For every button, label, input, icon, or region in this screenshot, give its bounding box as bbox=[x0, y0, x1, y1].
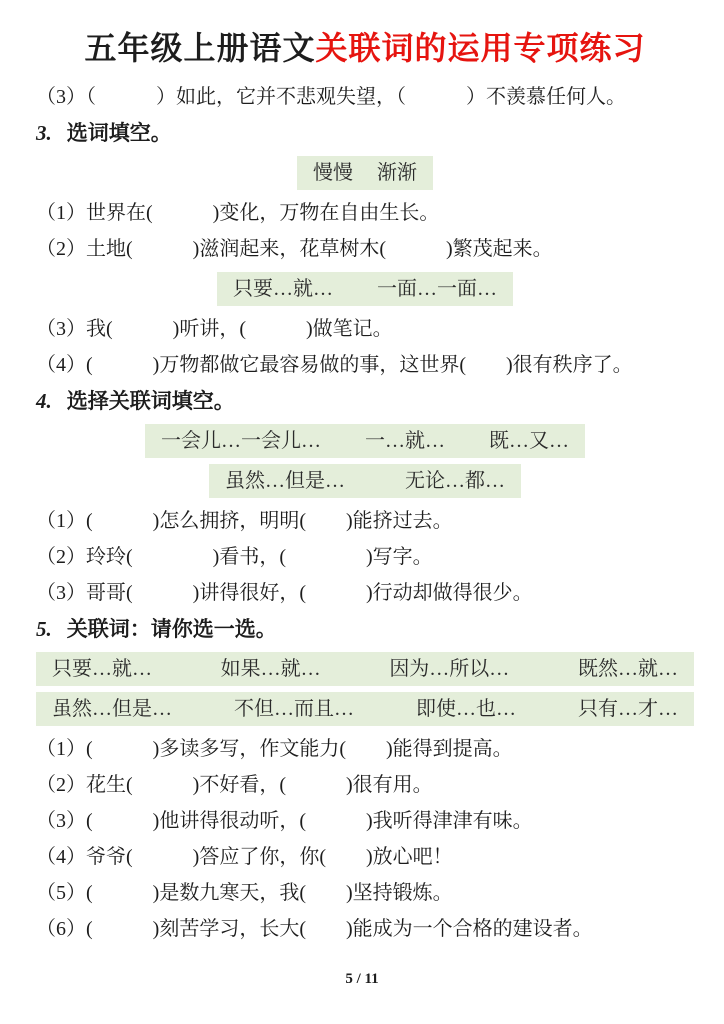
wordbank-item: 只要…就… bbox=[52, 658, 152, 680]
wordbank-item: 不但…而且… bbox=[234, 698, 354, 720]
wordbank-item: 只有…才… bbox=[578, 698, 678, 720]
section3-heading bbox=[36, 120, 694, 146]
wordbank-item: 虽然…但是… bbox=[52, 698, 172, 720]
title-course: 五年级上册语文 bbox=[84, 30, 316, 66]
section5-title: 关联词：请你选一选。 bbox=[66, 617, 277, 641]
wordbank-item: 渐渐 bbox=[377, 162, 417, 184]
wordbank-item: 一…就… bbox=[365, 430, 445, 452]
section5-number: 5. bbox=[36, 617, 52, 641]
wordbank-box bbox=[209, 464, 521, 498]
section3-wordbank-1 bbox=[36, 156, 694, 190]
wordbank-item: 即使…也… bbox=[416, 698, 516, 720]
question-item: （6）( )刻苦学习，长大( )能成为一个合格的建设者。 bbox=[36, 918, 593, 940]
section4-heading bbox=[36, 388, 694, 414]
question-item: （1）世界在( )变化，万物在自由生长。 bbox=[36, 202, 440, 224]
wordbank-item: 一会儿…一会儿… bbox=[161, 430, 321, 452]
question-item: （3）( )他讲得很动听，( )我听得津津有味。 bbox=[36, 810, 533, 832]
section5-wordbank-row2 bbox=[36, 692, 694, 726]
wordbank-item: 只要…就… bbox=[233, 278, 333, 300]
section4-wordbank-row2 bbox=[36, 464, 694, 498]
question-item: （3）我( )听讲，( )做笔记。 bbox=[36, 318, 393, 340]
carryover-question-line: （3）（ ）如此，它并不悲观失望，（ ）不羡慕任何人。 bbox=[36, 86, 626, 108]
question-item: （5）( )是数九寒天，我( )坚持锻炼。 bbox=[36, 882, 453, 904]
wordbank-box bbox=[145, 424, 585, 458]
title-topic: 关联词的运用专项练习 bbox=[315, 30, 646, 66]
wordbank-item: 如果…就… bbox=[220, 658, 321, 680]
page-title bbox=[36, 26, 694, 70]
section4-wordbank-row1 bbox=[36, 424, 694, 458]
section3-wordbank-2 bbox=[36, 272, 694, 306]
wordbank-item: 慢慢 bbox=[313, 162, 353, 184]
wordbank-box bbox=[217, 272, 513, 306]
wordbank-item: 既…又… bbox=[489, 430, 569, 452]
question-item: （2）土地( )滋润起来，花草树木( )繁茂起来。 bbox=[36, 238, 553, 260]
section3-title: 选词填空。 bbox=[66, 121, 172, 145]
wordbank-box bbox=[297, 156, 433, 190]
question-item: （1）( )多读多写，作文能力( )能得到提高。 bbox=[36, 738, 513, 760]
question-item: （2）玲玲( )看书，( )写字。 bbox=[36, 546, 433, 568]
section5-wordbank-row1 bbox=[36, 652, 694, 686]
wordbank-item: 因为…所以… bbox=[389, 658, 510, 680]
question-item: （4）( )万物都做它最容易做的事，这世界( )很有秩序了。 bbox=[36, 354, 633, 376]
question-item: （4）爷爷( )答应了你，你( )放心吧！ bbox=[36, 846, 453, 868]
wordbank-item: 无论…都… bbox=[405, 470, 505, 492]
page-number: 5 / 11 bbox=[345, 971, 379, 987]
question-item: （3）哥哥( )讲得很好，( )行动却做得很少。 bbox=[36, 582, 533, 604]
section4-title: 选择关联词填空。 bbox=[66, 389, 235, 413]
question-item: （1）( )怎么拥挤，明明( )能挤过去。 bbox=[36, 510, 453, 532]
section3-number: 3. bbox=[36, 121, 52, 145]
section4-number: 4. bbox=[36, 389, 52, 413]
wordbank-item: 既然…就… bbox=[577, 658, 678, 680]
question-item: （2）花生( )不好看，( )很有用。 bbox=[36, 774, 433, 796]
wordbank-item: 虽然…但是… bbox=[225, 470, 345, 492]
section5-heading bbox=[36, 616, 694, 642]
wordbank-item: 一面…一面… bbox=[377, 278, 497, 300]
